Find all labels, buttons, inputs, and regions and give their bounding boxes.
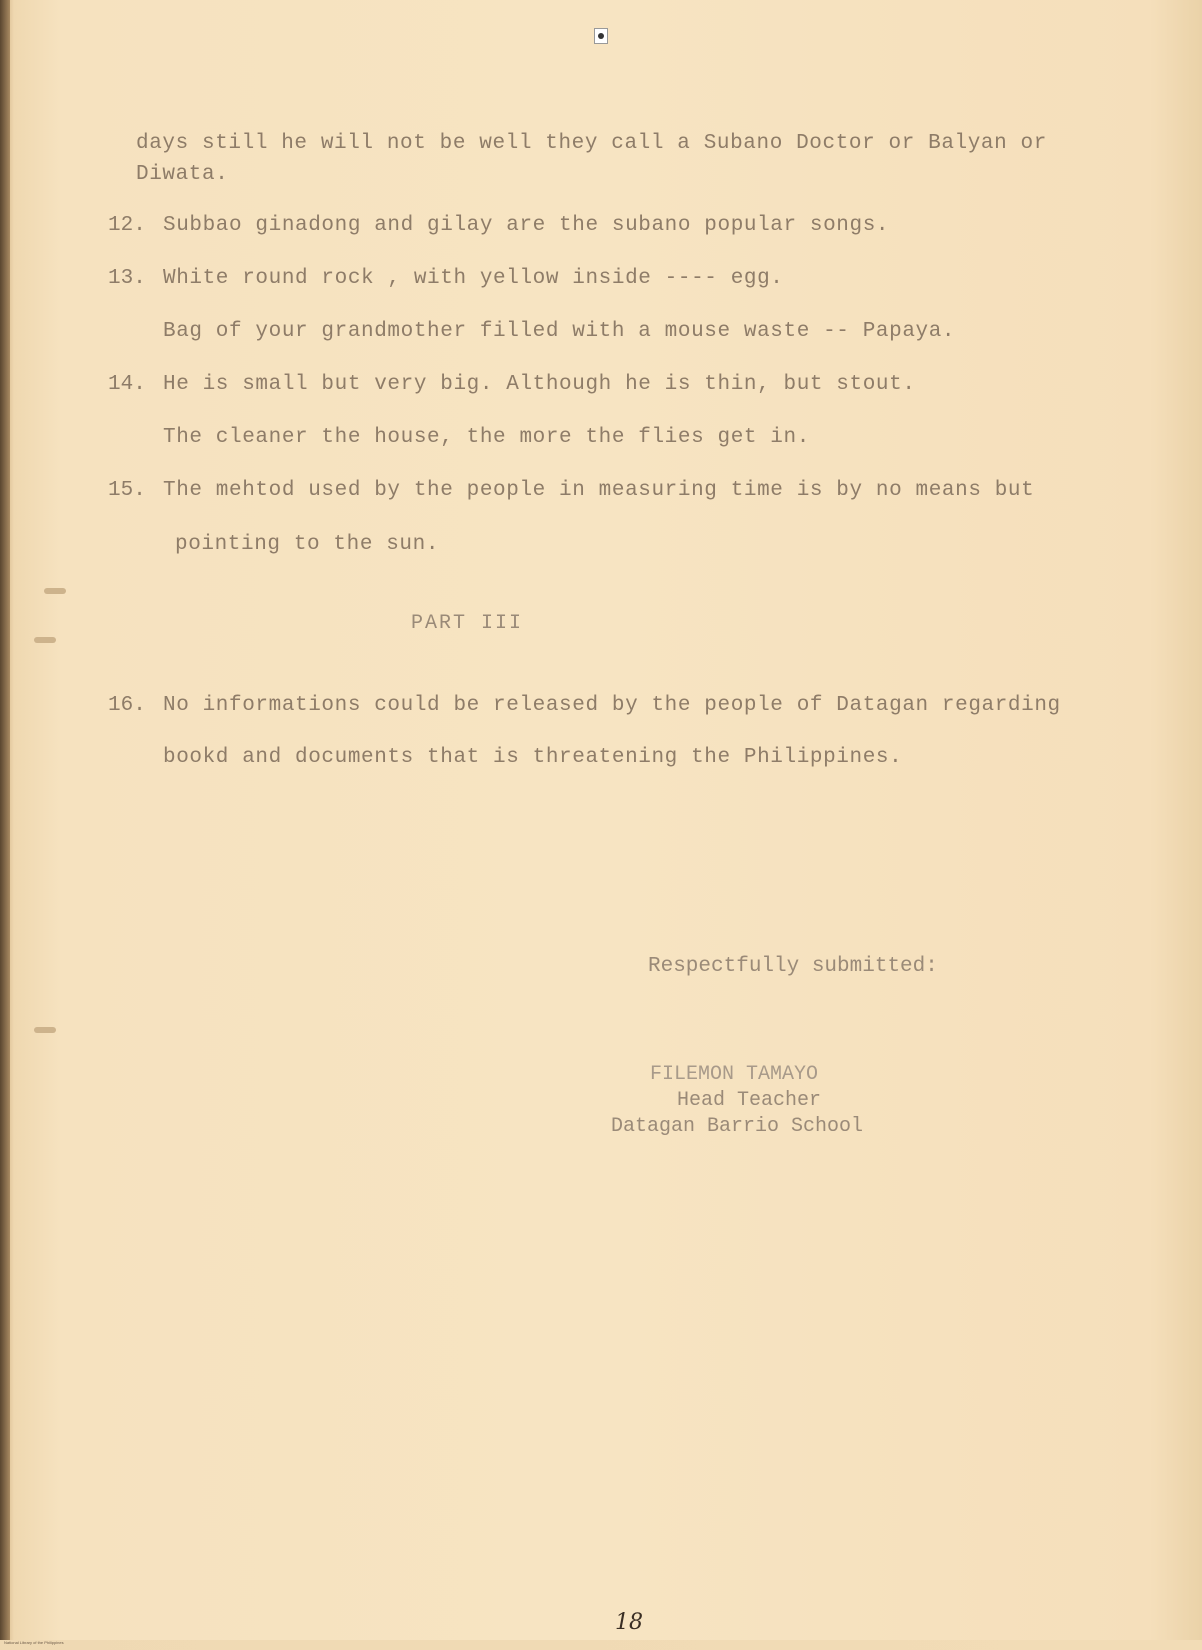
item-number: 12.: [108, 214, 146, 237]
item-number: 15.: [108, 479, 146, 502]
item-number: 14.: [108, 373, 146, 396]
binding-mark: [34, 637, 56, 643]
footer-strip: [0, 1640, 1202, 1650]
body-line: No informations could be released by the people of Datagan regarding: [163, 694, 1061, 717]
body-line: Subbao ginadong and gilay are the subano popular songs.: [163, 214, 890, 237]
signatory-title: Head Teacher: [677, 1089, 822, 1112]
part-heading: PART III: [411, 612, 524, 635]
hole-punch-mark: [594, 28, 608, 44]
body-line: The cleaner the house, the more the flies get in.: [163, 426, 810, 449]
body-line: He is small but very big. Although he is thin, but stout.: [163, 373, 916, 396]
body-line: The mehtod used by the people in measuring time is by no means but: [163, 479, 1035, 502]
body-line: Bag of your grandmother filled with a mouse waste -- Papaya.: [163, 320, 956, 343]
body-line: bookd and documents that is threatening the Philippines.: [163, 746, 903, 769]
footer-credit: National Library of the Philippines: [4, 1640, 64, 1645]
body-line: Diwata.: [136, 163, 229, 186]
item-number: 13.: [108, 267, 146, 290]
school-name: Datagan Barrio School: [611, 1115, 864, 1138]
page-number: 18: [615, 1610, 643, 1635]
binding-mark: [34, 1027, 56, 1033]
body-line: pointing to the sun.: [175, 533, 440, 556]
body-line: days still he will not be well they call a Subano Doctor or Balyan or: [136, 132, 1047, 155]
binding-mark: [44, 588, 66, 594]
binding-edge: [0, 0, 10, 1650]
closing-text: Respectfully submitted:: [648, 955, 938, 978]
item-number: 16.: [108, 694, 146, 717]
signatory-name: FILEMON TAMAYO: [650, 1063, 819, 1086]
body-line: White round rock , with yellow inside ---- egg.: [163, 267, 784, 290]
